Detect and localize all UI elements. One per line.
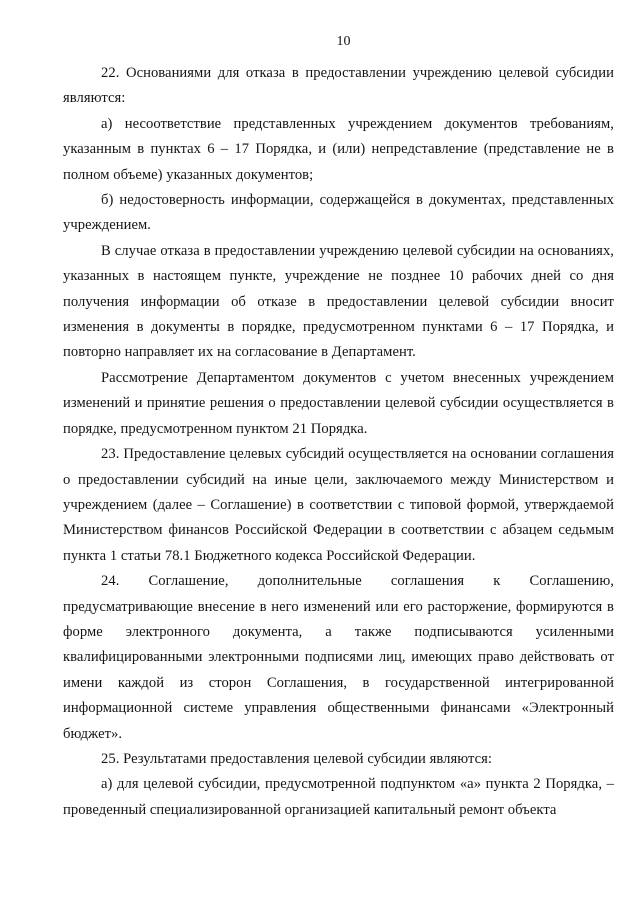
page-number: 10 [336, 34, 351, 49]
paragraph-22-b: б) недостоверность информации, содержащейся в документах, представленных учреждением. [63, 192, 614, 234]
paragraph-25: 25. Результатами предоставления целевой субсидии являются: [101, 750, 492, 767]
paragraph-24: 24. Соглашение, дополнительные соглашения к Соглашению, предусматривающие внесение в него изменений или его расторжение, формируются в форме электронного документа, а также подписываются усиленными квалифицированными электронными подписями лиц, имеющих право действовать от имени каждой из сторон Соглашения, в государственной интегрированной информационной системе управления общественными финансами «Электронный бюджет». [63, 573, 614, 742]
paragraph-22-a: а) несоответствие представленных учреждением документов требованиям, указанным в пунктах 6 – 17 Порядка, и (или) непредставление (представление не в полном объеме) указанных документов; [63, 115, 614, 183]
paragraph-review: Рассмотрение Департаментом документов с учетом внесенных учреждением изменений и принятие решения о предоставлении целевой субсидии осуществляется в порядке, предусмотренном пунктом 21 Порядка. [63, 369, 614, 437]
paragraph-22: 22. Основаниями для отказа в предоставлении учреждению целевой субсидии являются: [63, 65, 614, 107]
paragraph-refusal-case: В случае отказа в предоставлении учреждению целевой субсидии на основаниях, указанных в настоящем пункте, учреждение не позднее 10 рабочих дней со дня получения информации об отказе в предоставлении целевой субсидии вносит изменения в документы в порядке, предусмотренном пунктами 6 – 17 Порядка, и повторно направляет их на согласование в Департамент. [63, 242, 614, 361]
paragraph-23: 23. Предоставление целевых субсидий осуществляется на основании соглашения о предоставлении субсидий на иные цели, заключаемого между Министерством и учреждением (далее – Соглашение) в соответствии с типовой формой, утверждаемой Министерством финансов Российской Федерации в соответствии с абзацем седьмым пункта 1 статьи 78.1 Бюджетного кодекса Российской Федерации. [63, 446, 614, 564]
paragraph-25-a: а) для целевой субсидии, предусмотренной подпунктом «а» пункта 2 Порядка, – проведенный специализированной организацией капитальный ремонт объекта [63, 776, 614, 818]
